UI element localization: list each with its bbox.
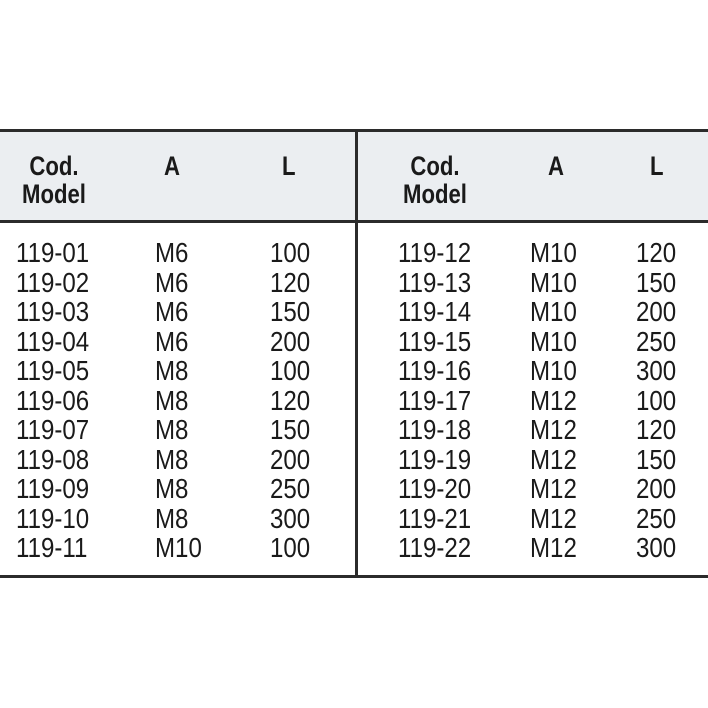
a-cell: M12: [530, 473, 577, 504]
table-row: [358, 504, 708, 534]
code-cell: 119-18: [398, 414, 472, 445]
a-cell: M10: [530, 325, 577, 357]
right-rows: [358, 238, 708, 563]
table-row: [0, 386, 355, 416]
table-row: [0, 415, 355, 445]
a-cell: M10: [530, 296, 577, 327]
code-cell: 119-10: [16, 502, 90, 534]
code-cell: 119-01: [16, 237, 90, 268]
table-row: [0, 238, 355, 268]
table-row: [0, 297, 355, 327]
header-code-model: [403, 152, 467, 208]
l-cell: 120: [636, 237, 677, 268]
l-cell: 250: [270, 473, 311, 504]
l-cell: 100: [270, 532, 311, 563]
l-cell: 150: [636, 266, 677, 298]
table-row: [358, 327, 708, 357]
code-cell: 119-21: [398, 502, 472, 534]
code-cell: 119-15: [398, 325, 472, 357]
a-cell: M8: [155, 414, 189, 445]
header-code-label: Cod.: [29, 151, 79, 181]
left-column-group: [0, 132, 355, 575]
l-cell: 150: [636, 443, 677, 475]
table-row: [0, 474, 355, 504]
table-row: [358, 268, 708, 298]
a-cell: M10: [155, 532, 202, 563]
code-cell: 119-22: [398, 532, 472, 563]
table-row: [358, 445, 708, 475]
a-cell: M12: [530, 532, 577, 563]
l-cell: 150: [270, 296, 311, 327]
code-cell: 119-19: [398, 443, 472, 475]
header-l-label: L: [282, 151, 296, 181]
a-cell: M10: [530, 355, 577, 386]
table-row: [0, 356, 355, 386]
a-cell: M12: [530, 414, 577, 445]
table-row: [358, 356, 708, 386]
code-cell: 119-07: [16, 414, 90, 445]
header-model-label: Model: [403, 179, 467, 209]
code-cell: 119-03: [16, 296, 90, 327]
header-code-model: [22, 152, 86, 208]
code-cell: 119-05: [16, 355, 90, 386]
a-cell: M12: [530, 443, 577, 475]
l-cell: 100: [270, 237, 311, 268]
code-cell: 119-11: [16, 532, 88, 563]
table-row: [358, 474, 708, 504]
code-cell: 119-20: [398, 473, 472, 504]
l-cell: 300: [270, 502, 311, 534]
l-cell: 200: [270, 325, 311, 357]
l-cell: 250: [636, 502, 677, 534]
code-cell: 119-09: [16, 473, 90, 504]
l-cell: 300: [636, 532, 677, 563]
code-cell: 119-13: [398, 266, 472, 298]
a-cell: M12: [530, 502, 577, 534]
header-code-label: Cod.: [410, 151, 460, 181]
l-cell: 100: [636, 384, 677, 416]
l-cell: 200: [270, 443, 311, 475]
table-row: [358, 386, 708, 416]
code-cell: 119-14: [398, 296, 472, 327]
table-row: [0, 327, 355, 357]
a-cell: M8: [155, 355, 189, 386]
a-cell: M8: [155, 502, 189, 534]
a-cell: M8: [155, 384, 189, 416]
code-cell: 119-04: [16, 325, 90, 357]
l-cell: 200: [636, 473, 677, 504]
table-row: [0, 445, 355, 475]
a-cell: M12: [530, 384, 577, 416]
table-row: [0, 268, 355, 298]
l-cell: 300: [636, 355, 677, 386]
a-cell: M6: [155, 266, 189, 298]
code-cell: 119-08: [16, 443, 90, 475]
header-a-label: A: [164, 151, 180, 181]
l-cell: 120: [636, 414, 677, 445]
table-row: [358, 297, 708, 327]
table-row: [0, 533, 355, 563]
l-cell: 100: [270, 355, 311, 386]
l-cell: 120: [270, 384, 311, 416]
a-cell: M6: [155, 325, 189, 357]
code-cell: 119-16: [398, 355, 472, 386]
l-cell: 150: [270, 414, 311, 445]
code-cell: 119-17: [398, 384, 472, 416]
table-row: [358, 415, 708, 445]
code-cell: 119-02: [16, 266, 90, 298]
a-cell: M8: [155, 473, 189, 504]
a-cell: M10: [530, 266, 577, 298]
left-rows: [0, 238, 355, 563]
code-cell: 119-06: [16, 384, 90, 416]
l-cell: 200: [636, 296, 677, 327]
header-a-label: A: [548, 151, 564, 181]
table-row: [358, 238, 708, 268]
model-table: [0, 129, 708, 578]
a-cell: M6: [155, 237, 189, 268]
header-model-label: Model: [22, 179, 86, 209]
table-row: [0, 504, 355, 534]
code-cell: 119-12: [398, 237, 472, 268]
right-column-group: [358, 132, 708, 575]
l-cell: 120: [270, 266, 311, 298]
a-cell: M10: [530, 237, 577, 268]
table-row: [358, 533, 708, 563]
header-l-label: L: [650, 151, 664, 181]
l-cell: 250: [636, 325, 677, 357]
a-cell: M8: [155, 443, 189, 475]
a-cell: M6: [155, 296, 189, 327]
